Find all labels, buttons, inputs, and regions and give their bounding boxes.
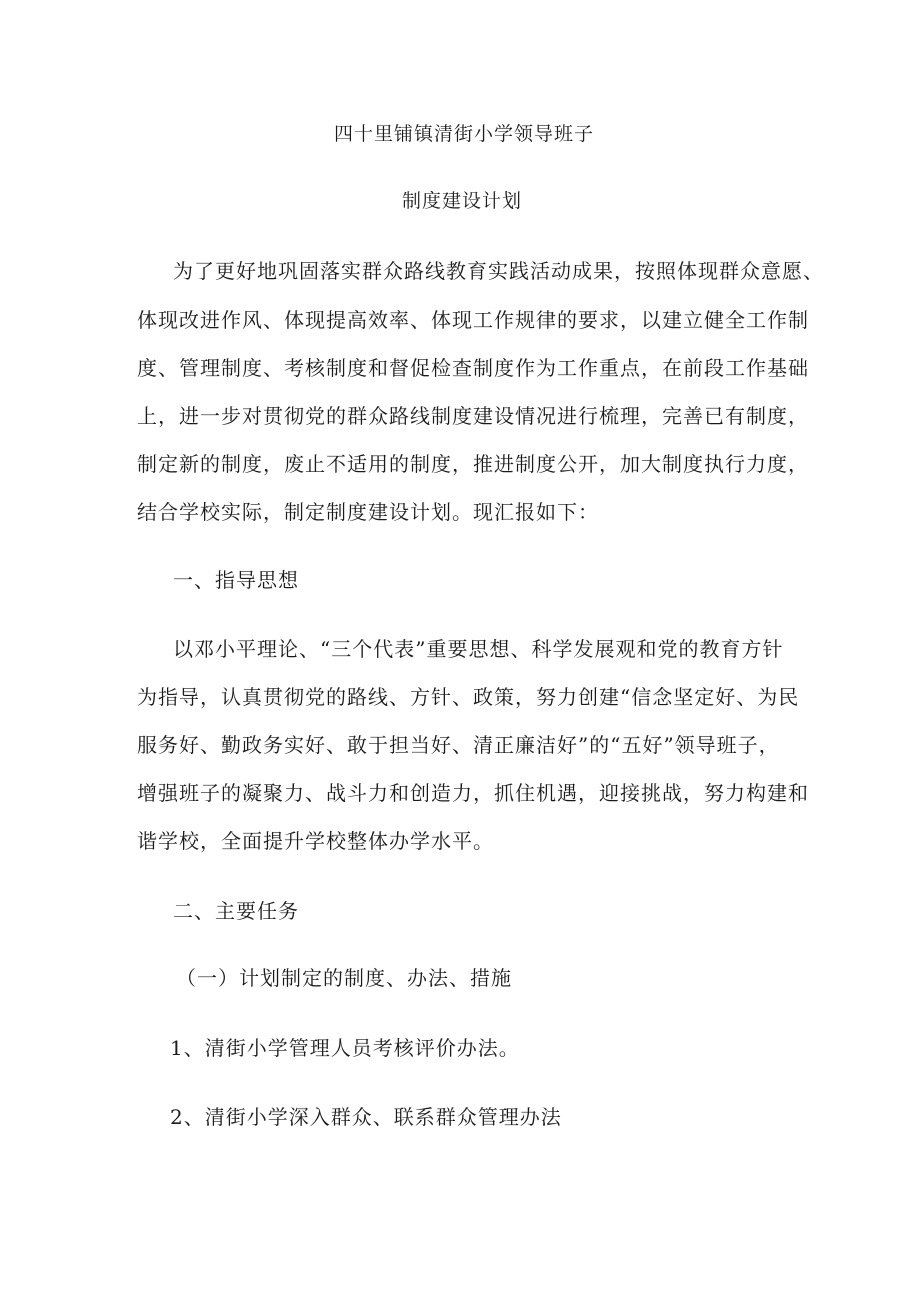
- intro-line: 度、管理制度、考核制度和督促检查制度作为工作重点，在前段工作基础: [137, 356, 809, 380]
- section-heading-main-tasks: 二、主要任务: [173, 899, 299, 923]
- intro-line: 为了更好地巩固落实群众路线教育实践活动成果，按照体现群众意愿、: [173, 259, 824, 283]
- list-item: 1、清街小学管理人员考核评价办法。: [170, 1036, 520, 1060]
- intro-line: 制定新的制度，废止不适用的制度，推进制度公开，加大制度执行力度，: [137, 452, 809, 476]
- section1-line: 以邓小平理论、“三个代表”重要思想、科学发展观和党的教育方针: [173, 637, 784, 661]
- section1-line: 增强班子的凝聚力、战斗力和创造力，抓住机遇，迎接挑战，努力构建和: [137, 781, 809, 805]
- intro-line: 结合学校实际，制定制度建设计划。现汇报如下：: [137, 500, 599, 524]
- section-heading-guiding-ideology: 一、指导思想: [173, 568, 299, 592]
- intro-line: 上，进一步对贯彻党的群众路线制度建设情况进行梳理，完善已有制度，: [137, 404, 809, 428]
- section1-line: 服务好、勤政务实好、敢于担当好、清正廉洁好”的“五好”领导班子，: [137, 733, 780, 757]
- subsection-heading: （一）计划制定的制度、办法、措施: [176, 966, 512, 990]
- list-item: 2、清街小学深入群众、联系群众管理办法: [170, 1105, 562, 1129]
- title-line-1: 四十里铺镇清街小学领导班子: [334, 123, 595, 145]
- title-line-2: 制度建设计划: [402, 190, 523, 212]
- section1-line: 谐学校，全面提升学校整体办学水平。: [137, 829, 494, 853]
- intro-line: 体现改进作风、体现提高效率、体现工作规律的要求，以建立健全工作制: [137, 308, 809, 332]
- section1-line: 为指导，认真贯彻党的路线、方针、政策，努力创建“信念坚定好、为民: [137, 685, 800, 709]
